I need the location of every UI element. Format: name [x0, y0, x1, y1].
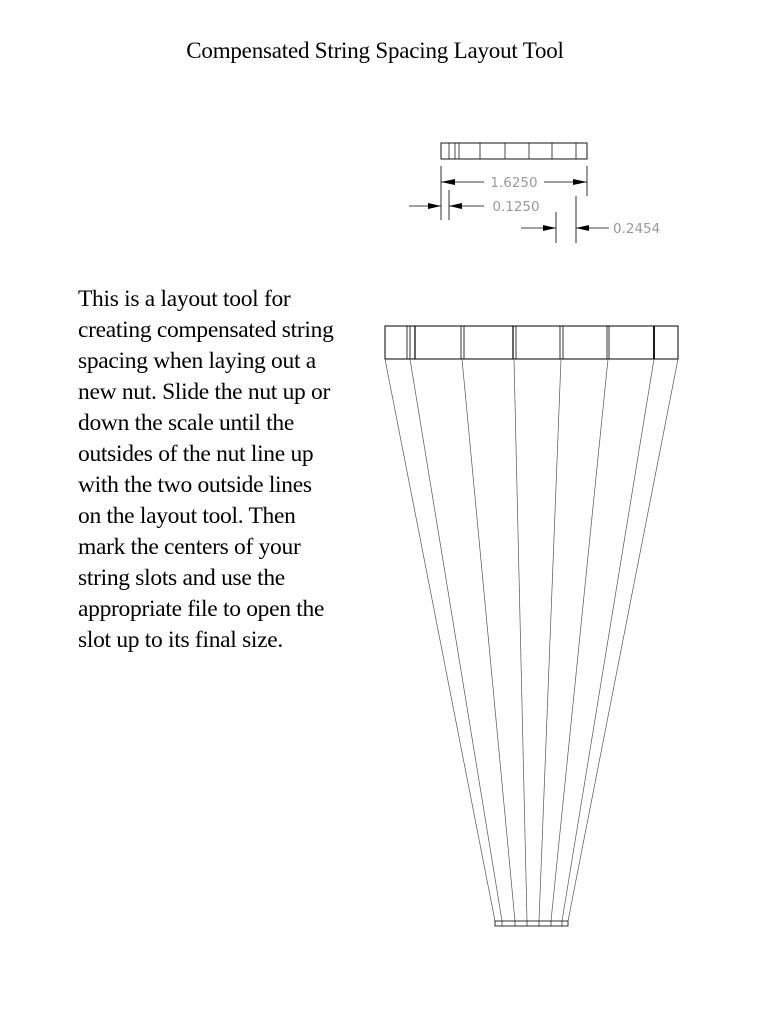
- bottom-nut-outline: [495, 921, 568, 926]
- dimension-detail: [409, 143, 660, 243]
- large-nut: [385, 326, 678, 359]
- bass-offset-dimension: [521, 221, 660, 237]
- edge-offset-label: 0.1250: [492, 199, 540, 215]
- bass-offset-label: 0.2454: [613, 221, 661, 237]
- instructions-text: This is a layout tool for creating compensated string spacing when laying out a new nut. Slide the nut up or down the scale until the outsides of the nut line up with the two outside lines on the layout tool. Then mark the centers of your string slots and use the appropriate file to open the slot up to its final size.: [78, 286, 334, 653]
- guide-lines: [385, 359, 678, 921]
- edge-offset-dimension: [409, 199, 540, 215]
- overall-width-label: 1.6250: [490, 175, 538, 191]
- bottom-nut: [495, 921, 568, 926]
- small-nut-slots: [449, 143, 576, 159]
- overall-width-dimension: [441, 175, 587, 191]
- bottom-nut-slots: [502, 921, 562, 926]
- large-nut-slots: [407, 326, 654, 359]
- large-nut-outline: [385, 326, 678, 359]
- small-nut-outline: [441, 143, 587, 159]
- page-title: Compensated String Spacing Layout Tool: [186, 38, 564, 63]
